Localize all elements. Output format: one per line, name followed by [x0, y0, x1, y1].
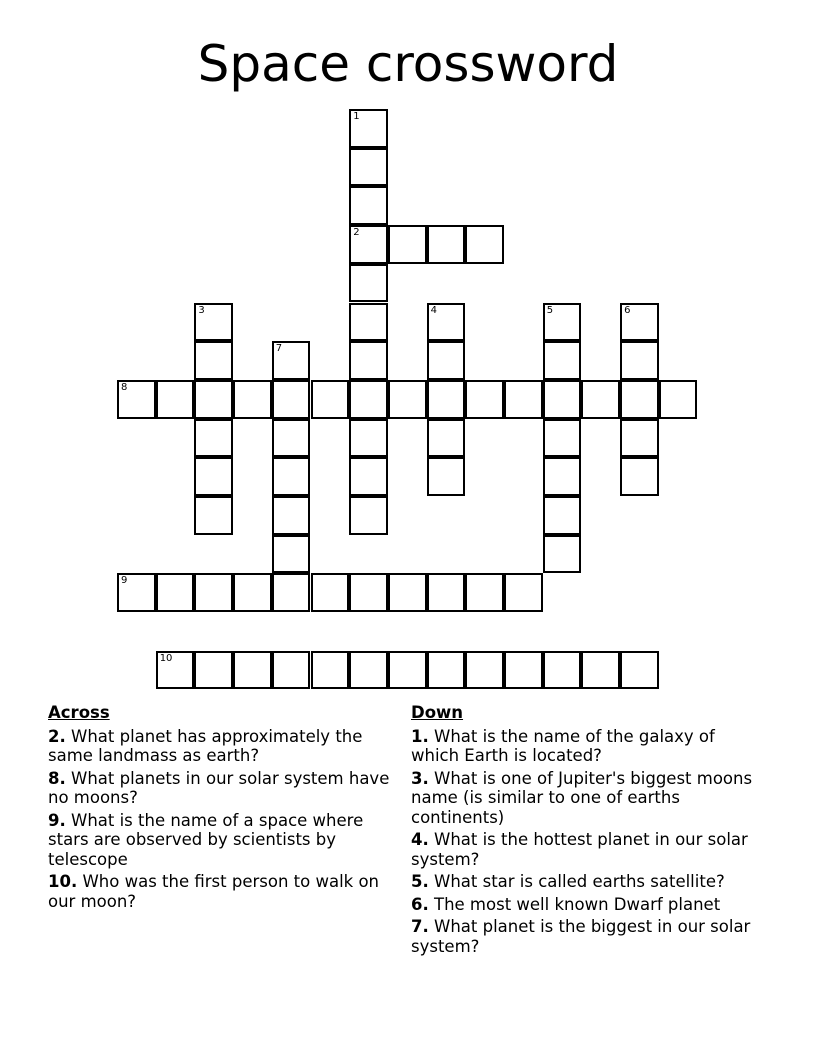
clue-text: The most well known Dwarf planet	[434, 894, 721, 914]
down-heading: Down	[411, 703, 464, 722]
crossword-cell[interactable]	[233, 380, 272, 419]
crossword-cell[interactable]	[349, 496, 388, 535]
crossword-cell[interactable]	[117, 573, 156, 612]
crossword-cell[interactable]	[543, 380, 582, 419]
crossword-cell[interactable]	[311, 651, 350, 690]
clue-number: 5.	[411, 872, 429, 891]
clue-number: 9.	[48, 810, 66, 830]
crossword-cell[interactable]	[349, 148, 388, 187]
down-clue	[411, 917, 761, 956]
crossword-cell[interactable]	[194, 419, 233, 458]
across-clues	[48, 703, 398, 914]
crossword-cell[interactable]	[427, 303, 466, 342]
crossword-cell[interactable]	[388, 573, 427, 612]
crossword-cell[interactable]	[349, 419, 388, 458]
cell-number: 3	[198, 304, 205, 316]
crossword-cell[interactable]	[349, 651, 388, 690]
crossword-cell[interactable]	[349, 380, 388, 419]
crossword-cell[interactable]	[465, 380, 504, 419]
crossword-cell[interactable]	[620, 303, 659, 342]
across-heading: Across	[48, 703, 110, 722]
crossword-cell[interactable]	[543, 457, 582, 496]
crossword-cell[interactable]	[388, 380, 427, 419]
clue-number: 1.	[411, 726, 429, 746]
clue-number: 10.	[48, 872, 78, 891]
crossword-cell[interactable]	[194, 303, 233, 342]
clue-number: 2.	[48, 726, 66, 746]
clue-text: Who was the first person to walk on our moon?	[48, 872, 380, 911]
crossword-cell[interactable]	[543, 341, 582, 380]
crossword-cell[interactable]	[272, 573, 311, 612]
clue-text: What is the name of a space where stars are observed by scientists by telescope	[48, 810, 364, 869]
cell-number: 10	[159, 652, 173, 664]
crossword-cell[interactable]	[194, 496, 233, 535]
clue-number: 6.	[411, 894, 429, 914]
crossword-cell[interactable]	[311, 573, 350, 612]
crossword-cell[interactable]	[465, 573, 504, 612]
crossword-cell[interactable]	[543, 535, 582, 574]
across-clue	[48, 872, 398, 911]
crossword-cell[interactable]	[427, 573, 466, 612]
crossword-cell[interactable]	[349, 264, 388, 303]
crossword-cell[interactable]	[427, 651, 466, 690]
crossword-cell[interactable]	[272, 535, 311, 574]
crossword-cell[interactable]	[543, 651, 582, 690]
crossword-cell[interactable]	[194, 573, 233, 612]
crossword-cell[interactable]	[620, 341, 659, 380]
crossword-cell[interactable]	[620, 380, 659, 419]
cell-number: 8	[121, 381, 128, 393]
crossword-cell[interactable]	[620, 419, 659, 458]
cell-number: 2	[353, 227, 360, 239]
crossword-cell[interactable]	[388, 225, 427, 264]
crossword-cell[interactable]	[659, 380, 698, 419]
down-clues	[411, 703, 761, 959]
across-clue	[48, 727, 398, 766]
crossword-cell[interactable]	[272, 419, 311, 458]
crossword-cell[interactable]	[311, 380, 350, 419]
crossword-cell[interactable]	[156, 573, 195, 612]
down-clue	[411, 769, 761, 828]
crossword-cell[interactable]	[427, 457, 466, 496]
cell-number: 1	[353, 111, 360, 122]
crossword-cell[interactable]	[349, 303, 388, 342]
crossword-cell[interactable]	[504, 573, 543, 612]
crossword-cell[interactable]	[543, 303, 582, 342]
cell-number: 4	[430, 304, 437, 316]
clue-number: 7.	[411, 917, 429, 936]
clue-text: What planet is the biggest in our solar system?	[411, 917, 751, 956]
crossword-cell[interactable]	[581, 651, 620, 690]
crossword-cell[interactable]	[504, 651, 543, 690]
crossword-cell[interactable]	[620, 457, 659, 496]
crossword-cell[interactable]	[349, 573, 388, 612]
cell-number: 9	[121, 575, 128, 587]
cell-number: 6	[624, 304, 631, 316]
crossword-cell[interactable]	[349, 186, 388, 225]
across-clue	[48, 769, 398, 808]
down-clue	[411, 830, 761, 869]
crossword-cell[interactable]	[233, 573, 272, 612]
crossword-cell[interactable]	[194, 457, 233, 496]
clue-text: What planets in our solar system have no moons?	[48, 768, 390, 807]
crossword-cell[interactable]	[349, 225, 388, 264]
crossword-cell[interactable]	[272, 496, 311, 535]
clue-text: What star is called earths satellite?	[434, 872, 725, 891]
crossword-cell[interactable]	[504, 380, 543, 419]
crossword-cell[interactable]	[543, 419, 582, 458]
crossword-cell[interactable]	[465, 651, 504, 690]
crossword-cell[interactable]	[543, 496, 582, 535]
clue-text: What is one of Jupiter's biggest moons name (is similar to one of earths continents)	[411, 768, 753, 827]
clue-text: What planet has approximately the same landmass as earth?	[48, 726, 363, 765]
cell-number: 5	[546, 304, 554, 316]
crossword-cell[interactable]	[272, 380, 311, 419]
crossword-cell[interactable]	[272, 457, 311, 496]
crossword-cell[interactable]	[156, 380, 195, 419]
crossword-cell[interactable]	[427, 341, 466, 380]
crossword-cell[interactable]	[581, 380, 620, 419]
crossword-cell[interactable]	[194, 380, 233, 419]
across-clue	[48, 811, 398, 870]
crossword-cell[interactable]	[427, 419, 466, 458]
clue-text: What is the name of the galaxy of which Earth is located?	[411, 726, 715, 765]
crossword-cell[interactable]	[156, 651, 195, 690]
crossword-cell[interactable]	[349, 341, 388, 380]
crossword-cell[interactable]	[427, 380, 466, 419]
clue-number: 3.	[411, 768, 429, 788]
clue-number: 8.	[48, 768, 66, 788]
crossword-cell[interactable]	[427, 225, 466, 264]
crossword-cell[interactable]	[272, 341, 311, 380]
crossword-cell[interactable]	[117, 380, 156, 419]
down-clue	[411, 727, 761, 766]
clue-number: 4.	[411, 830, 429, 849]
page-title: Space crossword	[197, 35, 619, 93]
crossword-cell[interactable]	[349, 457, 388, 496]
down-clue	[411, 895, 761, 915]
crossword-cell[interactable]	[194, 651, 233, 690]
clue-text: What is the hottest planet in our solar system?	[411, 830, 748, 869]
cell-number: 7	[275, 343, 283, 355]
crossword-cell[interactable]	[233, 651, 272, 690]
crossword-cell[interactable]	[465, 225, 504, 264]
down-clue	[411, 872, 761, 892]
crossword-cell[interactable]	[194, 341, 233, 380]
crossword-cell[interactable]	[620, 651, 659, 690]
crossword-cell[interactable]	[349, 109, 388, 148]
crossword-cell[interactable]	[272, 651, 311, 690]
crossword-cell[interactable]	[388, 651, 427, 690]
